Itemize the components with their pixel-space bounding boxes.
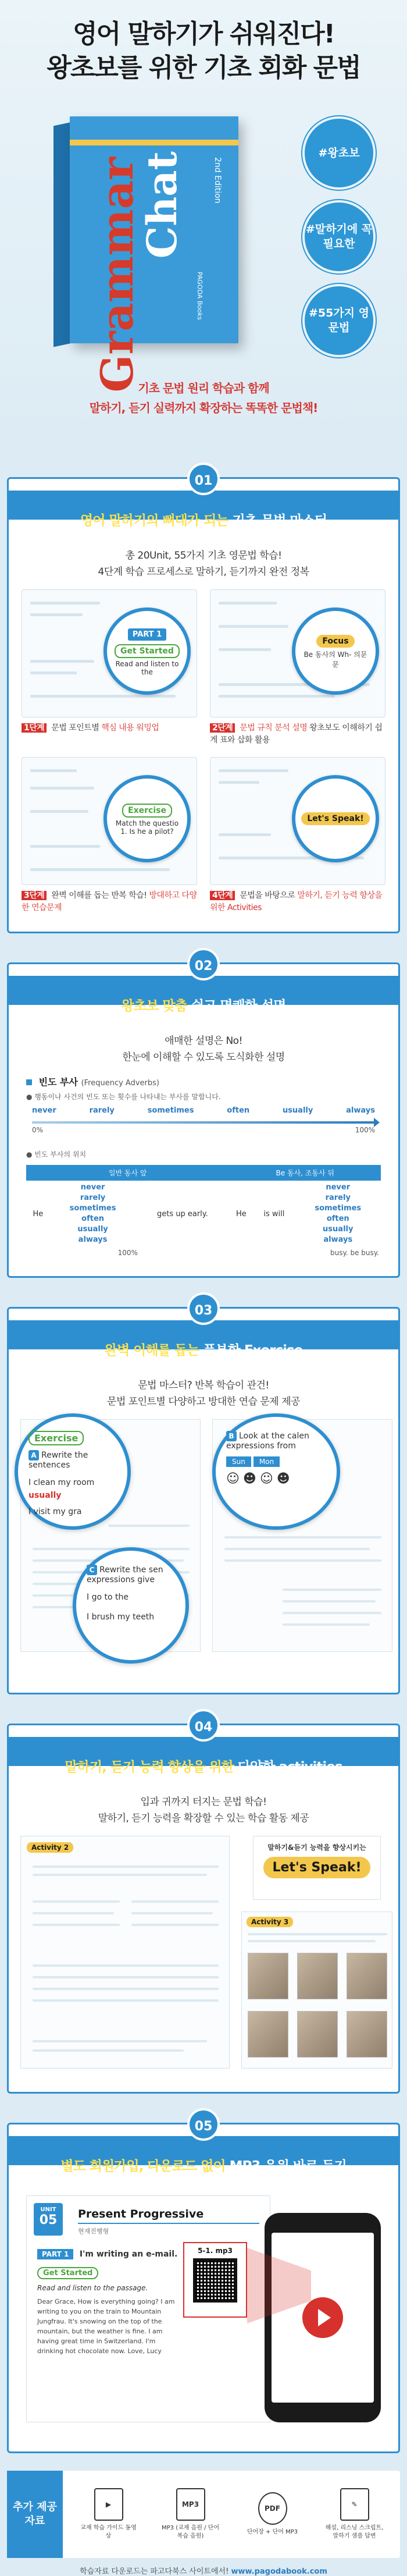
exercise-c2: expressions give <box>87 1575 155 1584</box>
adverb-explainer <box>9 1075 398 1276</box>
section-header <box>9 474 398 532</box>
step-rest: 왕초보도 이해하기 쉽게 표와 삽화 활용 <box>210 723 383 745</box>
step-red: 방대하고 다양한 연습문제 <box>22 891 197 912</box>
section-number: 02 <box>187 948 220 980</box>
unit-body: Dear Grace, How is everything going? I am writing to you on the train to Mountain Jungfrau. It's snowing on the top of the mountain, but the weather is fine. I am having great time in Switzerland. I'm drinking hot chocolate now. Love, Lucy <box>37 2298 175 2355</box>
section-desc <box>9 1794 398 1827</box>
section-01 <box>7 474 400 933</box>
exercise-c: Rewrite the sen <box>99 1565 163 1575</box>
section-header <box>9 1720 398 1779</box>
exercise-answer: usually <box>28 1491 62 1500</box>
section-header <box>9 1303 398 1362</box>
section-title-rest: MP3 음원 바로 듣기 <box>229 2159 347 2174</box>
exercise-magnifier-a <box>15 1413 131 1530</box>
exercise-a: Rewrite the sentences <box>28 1451 88 1470</box>
get-started-chip: Get Started <box>37 2267 98 2279</box>
section-desc-1: 입과 귀까지 터지는 문법 학습! <box>140 1796 267 1808</box>
section-header <box>9 959 398 1018</box>
section-title-highlight: 별도 회원가입, 다운로드 없이 <box>60 2159 226 2174</box>
hero-subtitle: 왕초보를 위한 기초 회화 문법 <box>47 53 360 83</box>
step-card <box>210 757 385 914</box>
frequency-arrow <box>32 1121 375 1124</box>
hero <box>0 0 407 466</box>
activity-photo <box>347 1953 387 1999</box>
freq-pct-high: 100% <box>355 1126 375 1134</box>
download-note <box>0 2565 407 2576</box>
book-edition: 2nd Edition <box>213 157 222 204</box>
freq-pct-low: 0% <box>32 1126 44 1134</box>
qr-card[interactable] <box>183 2242 247 2318</box>
extra-item-video <box>80 2488 138 2541</box>
step-chip: Focus <box>316 635 354 648</box>
step-caption <box>22 722 197 734</box>
step-caption <box>210 722 385 747</box>
activity-page-3 <box>241 1911 392 2069</box>
right-tail: busy. be busy. <box>330 1249 379 1257</box>
badge-speaking: #말하기에 꼭 필요한 <box>302 200 376 273</box>
frequency-scale <box>32 1106 375 1141</box>
book-title-2: Chat <box>138 151 186 259</box>
section-title-rest: 쉽고 명쾌한 설명 <box>191 999 286 1014</box>
section-number: 01 <box>187 463 220 495</box>
qr-label: 5-1. mp3 <box>198 2247 233 2255</box>
section-number: 03 <box>187 1292 220 1325</box>
hero-tagline-1: 기초 문법 원리 학습과 함께 <box>138 381 269 395</box>
step-chip: Let's Speak! <box>301 812 369 825</box>
section-number: 04 <box>187 1709 220 1742</box>
extra-item-text: 교재 학습 가이드 동영상 <box>80 2525 137 2539</box>
exercise-magnifier-b <box>212 1413 340 1530</box>
hero-title: 영어 말하기가 쉬워진다! <box>73 19 334 49</box>
speak-badge: Let's Speak! <box>263 1857 371 1878</box>
steps-grid <box>9 589 398 932</box>
section-03 <box>7 1303 400 1694</box>
activity-photo <box>248 2011 288 2058</box>
step-text: 문법 포인트별 <box>51 723 99 733</box>
unit-number: 05 <box>39 2213 58 2227</box>
extra-item-wordbook <box>244 2492 302 2536</box>
exercise-c4: I brush my teeth <box>87 1612 155 1622</box>
step-screenshot <box>210 757 385 885</box>
download-note-text: 학습자료 다운로드는 파고다북스 사이트에서! <box>80 2567 229 2576</box>
adverb-title-en: (Frequency Adverbs) <box>81 1079 159 1088</box>
step-card <box>210 589 385 747</box>
lets-speak-box <box>253 1836 381 1900</box>
mp3-preview <box>20 2195 387 2434</box>
step-tag: 3단계 <box>22 891 47 900</box>
step-extra: 1. Is he a pilot? <box>120 827 174 836</box>
right-adverbs: never rarely sometimes often usually always <box>315 1183 362 1244</box>
unit-title: Present Progressive <box>78 2208 259 2224</box>
step-sub: Match the questio <box>115 819 179 827</box>
pos-pct: 100% <box>117 1249 138 1257</box>
activity-page-2 <box>20 1836 230 2069</box>
exercise-b: Look at the calen <box>239 1431 309 1441</box>
day-sun: Sun <box>226 1456 251 1467</box>
extra-label: 추가 제공 자료 <box>7 2471 63 2558</box>
step-screenshot <box>22 757 197 885</box>
magnifier <box>292 775 379 862</box>
activity-3-chip: Activity 3 <box>247 1917 293 1927</box>
document-icon: ✎ <box>340 2488 369 2521</box>
hero-tagline <box>0 378 407 418</box>
letter-c-icon: C <box>87 1565 97 1575</box>
section-title-highlight: 완벽 이해를 돕는 <box>104 1343 199 1358</box>
step-text: 문법을 바탕으로 <box>240 891 295 900</box>
book-spine <box>53 122 71 347</box>
activity-2-chip: Activity 2 <box>27 1842 73 1853</box>
calendar-days <box>226 1456 326 1467</box>
section-desc-1: 총 20Unit, 55가지 기초 영문법 학습! <box>125 550 282 562</box>
section-title <box>9 1756 398 1779</box>
section-desc <box>9 1377 398 1410</box>
play-icon[interactable] <box>302 2297 343 2338</box>
book-band <box>70 140 238 145</box>
extra-items <box>63 2471 400 2558</box>
phone-screen <box>272 2233 374 2403</box>
section-desc-1: 문법 마스터? 반복 학습이 관건! <box>138 1380 269 1391</box>
section-header <box>9 2119 398 2178</box>
exercise-chip: Exercise <box>28 1431 84 1445</box>
freq-word: never <box>32 1106 56 1115</box>
activity-photo <box>297 2011 338 2058</box>
extra-item-text: MP3 (교재 음원 / 단어 복습 음원) <box>162 2525 219 2539</box>
section-04 <box>7 1720 400 2094</box>
section-title <box>9 1339 398 1362</box>
section-02 <box>7 959 400 1278</box>
step-caption <box>22 890 197 914</box>
mp3-icon: MP3 <box>176 2488 205 2521</box>
step-text: 완벽 이해를 돕는 반복 학습! <box>51 891 147 900</box>
activity-photo <box>347 2011 387 2058</box>
unit-korean: 현재진행형 <box>78 2227 109 2235</box>
section-desc <box>9 548 398 580</box>
step-red: 말하기, 듣기 능력 향상을 위한 Activities <box>210 891 383 912</box>
step-card <box>22 589 197 747</box>
extra-item-text: 해설, 리스닝 스크립트, 말하기 샘플 답변 <box>325 2525 384 2539</box>
position-table <box>26 1165 381 1259</box>
bullet-square-icon <box>26 1079 32 1085</box>
right-verbs: is will <box>263 1209 285 1218</box>
book-publisher: PAGODA Books <box>196 272 204 320</box>
magnifier <box>103 607 191 695</box>
left-subject: He <box>33 1209 44 1218</box>
step-screenshot <box>210 589 385 717</box>
step-tag: 1단계 <box>22 723 47 733</box>
frequency-words <box>32 1106 375 1115</box>
th-right: Be 동사, 조동사 뒤 <box>229 1165 381 1181</box>
section-desc <box>9 1033 398 1065</box>
section-title-rest: 풍부한 Exercise <box>203 1343 303 1358</box>
extra-item-answers <box>326 2488 384 2541</box>
freq-word: usually <box>282 1106 313 1115</box>
section-title <box>9 2155 398 2178</box>
adverb-note: ● 행동이나 사건의 빈도 또는 횟수를 나타내는 부사를 말합니다. <box>26 1093 221 1101</box>
section-desc-2: 한눈에 이해할 수 있도록 도식화한 설명 <box>122 1051 285 1063</box>
video-icon: ▶ <box>94 2488 123 2521</box>
section-title <box>9 994 398 1018</box>
section-title-rest: 기초 문법 마스터 <box>232 513 327 528</box>
section-title <box>9 509 398 532</box>
section-title-highlight: 말하기, 듣기 능력 향상을 위한 <box>65 1760 234 1775</box>
extra-materials <box>7 2471 400 2558</box>
section-title-highlight: 왕초보 맞춤 <box>121 999 187 1014</box>
pdf-icon: PDF <box>258 2492 287 2525</box>
step-extra: Read and listen to the <box>115 659 179 676</box>
letter-b-icon: B <box>226 1431 237 1441</box>
step-card <box>22 757 197 914</box>
adverb-title <box>26 1075 381 1088</box>
freq-word: sometimes <box>147 1106 194 1115</box>
left-adverbs: never rarely sometimes often usually always <box>69 1183 116 1244</box>
position-note: ● 빈도 부사의 위치 <box>26 1150 87 1159</box>
step-screenshot <box>22 589 197 717</box>
magnifier <box>292 607 379 695</box>
step-tag: 4단계 <box>210 891 235 900</box>
step-chip: PART 1 <box>128 628 166 641</box>
part-label: PART 1 <box>37 2249 73 2259</box>
freq-word: often <box>227 1106 250 1115</box>
freq-word: rarely <box>89 1106 115 1115</box>
activity-photo <box>297 1953 338 1999</box>
hero-tagline-2: 말하기, 듣기 실력까지 확장하는 똑똑한 문법책! <box>89 401 318 415</box>
unit-tab <box>34 2203 63 2236</box>
exercise-magnifier-c <box>73 1547 189 1664</box>
part-text: I'm writing an e-mail. <box>79 2250 178 2259</box>
unit-label: UNIT <box>40 2207 56 2213</box>
step-red: 문법 규칙 분석 설명 <box>240 723 308 733</box>
magnifier <box>103 775 191 862</box>
th-left: 일반 동사 앞 <box>26 1165 229 1181</box>
phone <box>265 2213 381 2422</box>
exercise-preview <box>20 1419 387 1675</box>
badge-list <box>302 116 384 368</box>
book-title: Grammar <box>91 157 143 393</box>
calendar-icons: ☺☻☺☻ <box>226 1472 294 1486</box>
step-sub: Be 동사의 Wh- 의문문 <box>304 651 367 669</box>
left-verb: gets up early. <box>157 1209 208 1218</box>
activities-preview <box>20 1836 387 2074</box>
badge-55-grammar: #55가지 영문법 <box>302 284 376 357</box>
section-desc-2: 4단계 학습 프로세스로 말하기, 듣기까지 완전 정복 <box>98 566 309 578</box>
freq-word: always <box>346 1106 375 1115</box>
adverb-title-ko: 빈도 부사 <box>38 1076 78 1088</box>
letter-a-icon: A <box>28 1450 39 1461</box>
section-title-rest: 다양한 activities <box>237 1760 342 1775</box>
step-red: 핵심 내용 워밍업 <box>101 723 159 733</box>
step-tag: 2단계 <box>210 723 235 733</box>
badge-beginner: #왕초보 <box>302 116 376 190</box>
section-desc-2: 말하기, 듣기 능력을 확장할 수 있는 학습 활동 제공 <box>98 1813 309 1824</box>
qr-code-icon <box>193 2258 237 2303</box>
right-subject: He <box>236 1209 247 1218</box>
exercise-c3: I go to the <box>87 1593 128 1602</box>
section-number: 05 <box>187 2108 220 2141</box>
exercise-2: I visit my gra <box>28 1507 82 1516</box>
step-chip: Exercise <box>122 804 172 818</box>
section-desc-1: 애매한 설명은 No! <box>165 1035 242 1047</box>
exercise-1: I clean my room <box>28 1478 95 1487</box>
day-mon: Mon <box>254 1456 280 1467</box>
extra-item-text: 단어장 + 단어 MP3 <box>247 2529 298 2535</box>
read-listen: Read and listen to the passage. <box>37 2284 148 2292</box>
extra-item-mp3 <box>162 2488 220 2541</box>
download-url[interactable]: www.pagodabook.com <box>231 2567 327 2576</box>
step-sub: Get Started <box>115 644 180 658</box>
step-caption <box>210 890 385 914</box>
activity-photo <box>248 1953 288 1999</box>
speak-top: 말하기&듣기 능력을 향상시키는 <box>267 1843 366 1852</box>
section-title-highlight: 영어 말하기의 뼈대가 되는 <box>80 513 229 528</box>
exercise-b2: expressions from <box>226 1441 296 1451</box>
section-desc-2: 문법 포인트별 다양하고 방대한 연습 문제 제공 <box>107 1396 300 1408</box>
section-05 <box>7 2119 400 2453</box>
